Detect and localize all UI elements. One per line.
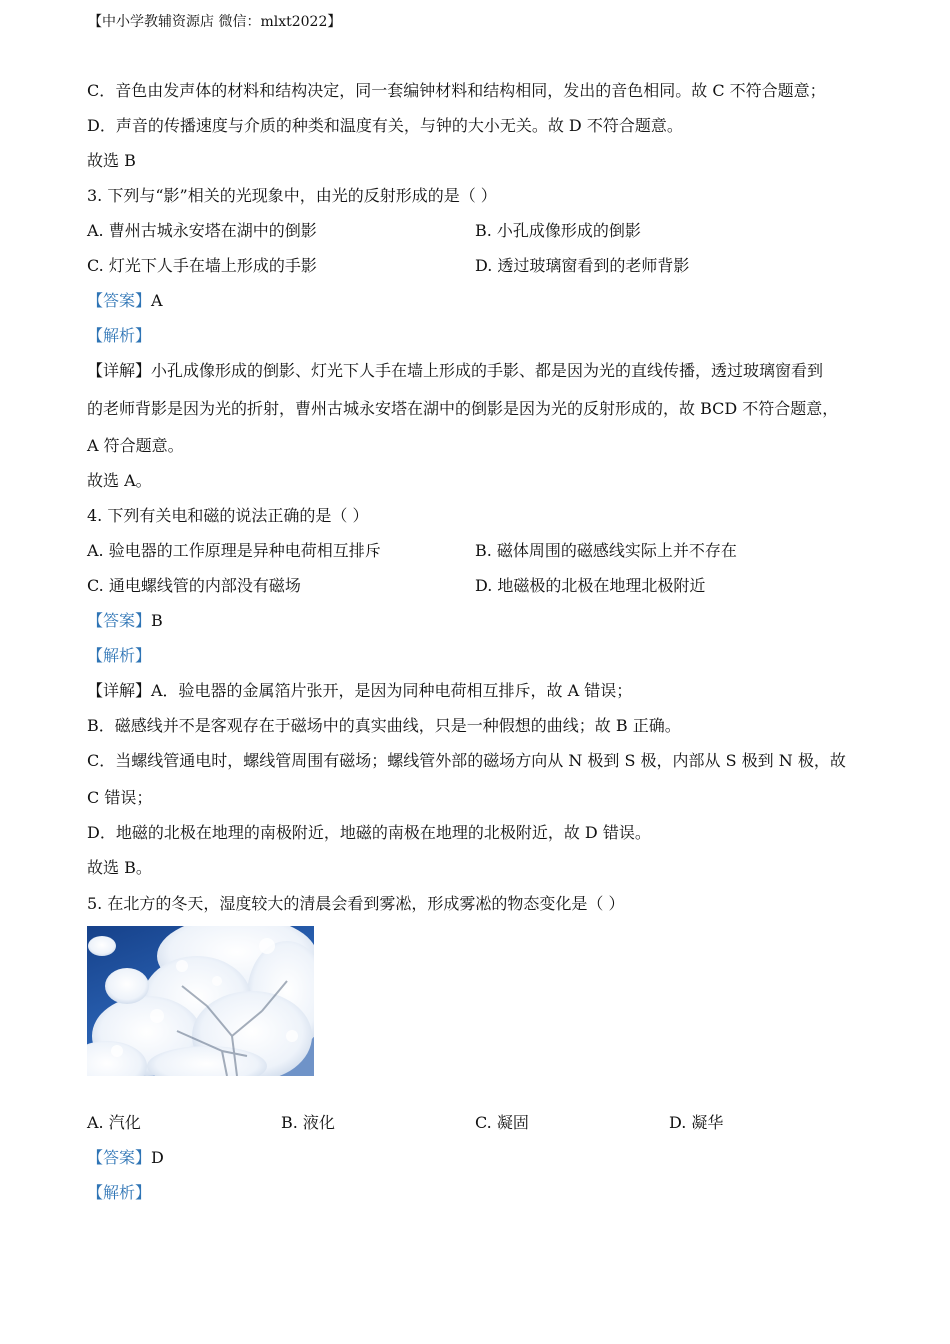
q5-analysis-tag: 【解析】 xyxy=(87,1183,152,1202)
q4-detail-line-3: C．当螺线管通电时，螺线管周围有磁场；螺线管外部的磁场方向从 N 极到 S 极，内部从 S 极到 N 极，故 xyxy=(87,751,846,770)
q3-analysis-tag: 【解析】 xyxy=(87,326,152,345)
answer-tag: 【答案】 xyxy=(87,611,152,630)
q4-detail-line-2: B．磁感线并不是客观存在于磁场中的真实曲线，只是一种假想的曲线；故 B 正确。 xyxy=(87,716,681,735)
q2-conclusion: 故选 B xyxy=(87,151,136,170)
q3-detail-line-1: 【详解】小孔成像形成的倒影、灯光下人手在墙上形成的手影、都是因为光的直线传播，透过玻璃窗看到 xyxy=(87,361,824,380)
q2-option-d-explanation: D．声音的传播速度与介质的种类和温度有关，与钟的大小无关。故 D 不符合题意。 xyxy=(87,116,683,135)
q3-conclusion: 故选 A。 xyxy=(87,471,152,490)
q2-option-c-explanation: C．音色由发声体的材料和结构决定，同一套编钟材料和结构相同，发出的音色相同。故 C 不符合题意； xyxy=(87,81,826,100)
q4-option-c: C. 通电螺线管的内部没有磁场 xyxy=(87,576,301,595)
q3-detail-line-3: A 符合题意。 xyxy=(87,436,184,455)
q3-option-b: B. 小孔成像形成的倒影 xyxy=(475,221,641,240)
q3-stem: 3. 下列与“影”相关的光现象中，由光的反射形成的是（ ） xyxy=(87,186,497,205)
q4-detail-line-4: C 错误； xyxy=(87,788,153,807)
q3-option-a: A. 曹州古城永安塔在湖中的倒影 xyxy=(87,221,317,240)
q5-option-d: D. 凝华 xyxy=(669,1113,724,1132)
q3-answer: A xyxy=(151,291,163,310)
q4-conclusion: 故选 B。 xyxy=(87,858,152,877)
q4-option-a: A. 验电器的工作原理是异种电荷相互排斥 xyxy=(87,541,381,560)
q4-answer-row xyxy=(87,610,163,632)
q5-answer-row xyxy=(87,1147,164,1169)
q5-answer: D xyxy=(151,1148,164,1167)
q3-answer-row xyxy=(87,290,163,312)
q4-detail-line-1: 【详解】A．验电器的金属箔片张开，是因为同种电荷相互排斥，故 A 错误； xyxy=(87,681,633,700)
answer-tag: 【答案】 xyxy=(87,291,152,310)
q4-option-d: D. 地磁极的北极在地理北极附近 xyxy=(475,576,706,595)
q3-option-c: C. 灯光下人手在墙上形成的手影 xyxy=(87,256,317,275)
q4-analysis-tag: 【解析】 xyxy=(87,646,152,665)
q3-option-d: D. 透过玻璃窗看到的老师背影 xyxy=(475,256,690,275)
q5-option-b: B. 液化 xyxy=(281,1113,335,1132)
q5-option-c: C. 凝固 xyxy=(475,1113,529,1132)
q4-answer: B xyxy=(151,611,163,630)
q5-stem: 5. 在北方的冬天，湿度较大的清晨会看到雾凇，形成雾凇的物态变化是（ ） xyxy=(87,894,625,913)
q5-option-a: A. 汽化 xyxy=(87,1113,141,1132)
rime-frost-tree-photo xyxy=(87,926,314,1076)
q4-detail-line-5: D．地磁的北极在地理的南极附近，地磁的南极在地理的北极附近，故 D 错误。 xyxy=(87,823,651,842)
q3-detail-line-2: 的老师背影是因为光的折射，曹州古城永安塔在湖中的倒影是因为光的反射形成的，故 BCD 不符合题意， xyxy=(87,399,839,418)
q4-stem: 4. 下列有关电和磁的说法正确的是（ ） xyxy=(87,506,369,525)
page-header-watermark: 【中小学教辅资源店 微信：mlxt2022】 xyxy=(88,14,342,30)
answer-tag: 【答案】 xyxy=(87,1148,152,1167)
q4-option-b: B. 磁体周围的磁感线实际上并不存在 xyxy=(475,541,737,560)
